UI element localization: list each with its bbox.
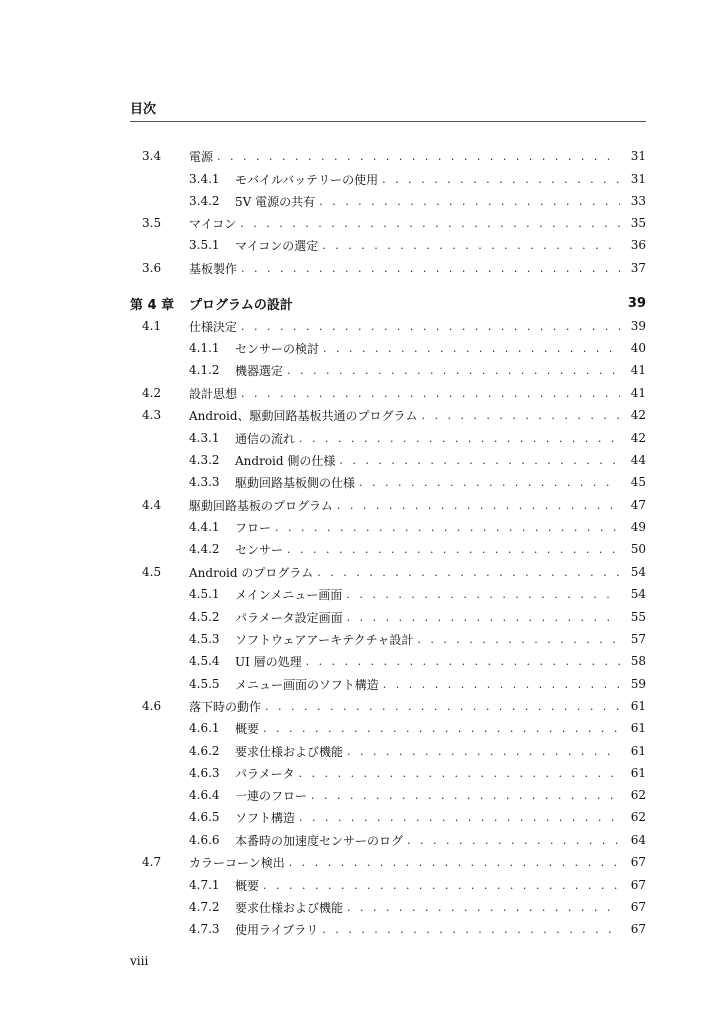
toc-entry-number: 4.6.5	[189, 810, 220, 824]
dot-leader	[337, 499, 620, 512]
toc-entry-number: 4.1.2	[189, 363, 220, 377]
toc-entry-title: パラメータ設定画面	[235, 610, 343, 625]
dot-leader	[382, 173, 620, 186]
toc-entry-page: 41	[630, 363, 646, 377]
toc-entry-title: マイコンの選定	[235, 238, 319, 253]
toc-entry-title: UI 層の処理	[235, 654, 302, 669]
toc-entry[interactable]	[130, 763, 646, 783]
toc-entry[interactable]	[130, 897, 646, 917]
toc-entry[interactable]	[130, 539, 646, 559]
dot-leader	[347, 745, 620, 758]
dot-leader	[322, 239, 620, 252]
toc-entry-title: フロー	[235, 520, 272, 535]
toc-entry-title: プログラムの設計	[189, 297, 293, 313]
dot-leader	[263, 879, 620, 892]
toc-entry-page: 35	[630, 216, 646, 230]
toc-entry-title: センサー	[235, 542, 284, 557]
toc-entry-number: 4.5	[142, 565, 162, 579]
dot-leader	[241, 262, 620, 275]
toc-entry[interactable]	[130, 450, 646, 470]
toc-entry-page: 64	[630, 833, 646, 847]
toc-entry[interactable]	[130, 146, 646, 166]
dot-leader	[265, 700, 620, 713]
toc-entry[interactable]	[130, 383, 646, 403]
toc-entry-page: 67	[630, 855, 646, 869]
toc-entry-title: 電源	[189, 149, 214, 164]
toc-entry[interactable]	[130, 875, 646, 895]
toc-entry-title: 仕様決定	[189, 319, 238, 334]
toc-entry-number: 4.7	[142, 855, 162, 869]
toc-entry-title: Android 側の仕様	[235, 453, 336, 468]
toc-entry-number: 4.6.6	[189, 833, 220, 847]
toc-entry[interactable]	[130, 316, 646, 336]
toc-entry-title: ソフトウェアアーキテクチャ設計	[235, 632, 414, 647]
toc-entry-page: 61	[630, 699, 646, 713]
toc-entry-number: 4.1	[142, 319, 162, 333]
toc-entry-number: 3.4.2	[189, 194, 220, 208]
dot-leader	[323, 342, 620, 355]
dot-leader	[299, 767, 620, 780]
toc-entry-title: 基板製作	[189, 261, 238, 276]
toc-entry-number: 3.4.1	[189, 172, 220, 186]
toc-entry-title: 概要	[235, 721, 260, 736]
dot-leader	[217, 150, 620, 163]
dot-leader	[311, 789, 620, 802]
dot-leader	[263, 722, 620, 735]
dot-leader	[421, 409, 620, 422]
toc-entry[interactable]	[130, 235, 646, 255]
toc-entry-title: 使用ライブラリ	[235, 922, 319, 937]
toc-entry-number: 3.4	[142, 149, 162, 163]
page-number: viii	[130, 954, 149, 968]
toc-entry-page: 58	[630, 654, 646, 668]
toc-entry-title: 駆動回路基板側の仕様	[235, 475, 356, 490]
dot-leader	[346, 588, 620, 601]
toc-entry-page: 57	[630, 632, 646, 646]
toc-entry[interactable]	[130, 807, 646, 827]
toc-entry-page: 61	[630, 744, 646, 758]
toc-entry[interactable]	[130, 696, 646, 716]
toc-entry-number: 4.7.1	[189, 878, 220, 892]
toc-entry[interactable]	[130, 258, 646, 278]
toc-chapter-entry[interactable]	[130, 293, 646, 313]
toc-entry-number: 3.5.1	[189, 238, 220, 252]
toc-entry-page: 54	[630, 565, 646, 579]
toc-entry-number: 4.6	[142, 699, 162, 713]
toc-entry-title: モバイルバッテリーの使用	[235, 172, 379, 187]
toc-entry[interactable]	[130, 830, 646, 850]
toc-entry-number: 4.1.1	[189, 341, 220, 355]
toc-entry[interactable]	[130, 517, 646, 537]
toc-entry-page: 49	[630, 520, 646, 534]
toc-entry-title: 機器選定	[235, 363, 284, 378]
dot-leader	[317, 566, 620, 579]
toc-entry-number: 3.5	[142, 216, 162, 230]
toc-entry-title: 設計思想	[189, 386, 238, 401]
dot-leader	[417, 633, 620, 646]
dot-leader	[275, 521, 620, 534]
toc-entry-page: 39	[627, 295, 646, 311]
dot-leader	[347, 611, 620, 624]
toc-entry-number: 4.4	[142, 498, 162, 512]
toc-entry[interactable]	[130, 562, 646, 582]
toc-entry-page: 41	[630, 386, 646, 400]
toc-entry-title: 落下時の動作	[189, 699, 262, 714]
dot-leader	[339, 454, 620, 467]
dot-leader	[240, 217, 620, 230]
toc-entry[interactable]	[130, 338, 646, 358]
toc-entry-page: 59	[630, 677, 646, 691]
toc-entry-number: 4.6.3	[189, 766, 220, 780]
toc-entry-number: 4.4.1	[189, 520, 220, 534]
toc-entry-title: 本番時の加速度センサーのログ	[235, 833, 404, 848]
toc-entry[interactable]	[130, 785, 646, 805]
toc-entry[interactable]	[130, 629, 646, 649]
toc-entry[interactable]	[130, 584, 646, 604]
dot-leader	[241, 320, 620, 333]
toc-entry-number: 4.5.2	[189, 610, 220, 624]
toc-entry-page: 67	[630, 878, 646, 892]
toc-entry-title: 要求仕様および機能	[235, 744, 344, 759]
toc-entry-number: 4.7.2	[189, 900, 220, 914]
toc-entry-number: 4.4.2	[189, 542, 220, 556]
toc-entry[interactable]	[130, 741, 646, 761]
toc-entry-number: 4.3.3	[189, 475, 220, 489]
toc-entry-title: 通信の流れ	[235, 431, 296, 446]
toc-entry-page: 67	[630, 922, 646, 936]
toc-entry-number: 3.6	[142, 261, 162, 275]
toc-entry-number: 4.3	[142, 408, 162, 422]
toc-entry-page: 39	[630, 319, 646, 333]
toc-entry[interactable]	[130, 651, 646, 671]
toc-entry-title: マイコン	[189, 216, 237, 231]
dot-leader	[289, 856, 620, 869]
toc-entry-title: Android、駆動回路基板共通のプログラム	[189, 408, 418, 423]
dot-leader	[319, 195, 620, 208]
toc-entry[interactable]	[130, 169, 646, 189]
toc-entry[interactable]	[130, 191, 646, 211]
toc-entry[interactable]	[130, 405, 646, 425]
toc-entry-number: 4.3.1	[189, 431, 220, 445]
toc-entry-page: 31	[630, 149, 646, 163]
toc-entry-number: 4.2	[142, 386, 162, 400]
toc-entry-page: 37	[630, 261, 646, 275]
dot-leader	[306, 655, 620, 668]
toc-entry-number: 第 4 章	[130, 297, 175, 313]
toc-entry-page: 62	[630, 788, 646, 802]
dot-leader	[287, 364, 620, 377]
toc-entry[interactable]	[130, 718, 646, 738]
toc-entry-number: 4.5.1	[189, 587, 220, 601]
toc-entry[interactable]	[130, 607, 646, 627]
toc-entry-page: 55	[630, 610, 646, 624]
toc-entry[interactable]	[130, 213, 646, 233]
toc-entry-page: 61	[630, 721, 646, 735]
toc-entry-title: カラーコーン検出	[189, 855, 285, 870]
toc-entry[interactable]	[130, 919, 646, 939]
toc-entry-number: 4.3.2	[189, 453, 220, 467]
toc-entry-title: センサーの検討	[235, 341, 320, 356]
toc-entry-page: 45	[630, 475, 646, 489]
toc-entry-page: 31	[630, 172, 646, 186]
dot-leader	[322, 923, 620, 936]
toc-entry-number: 4.5.3	[189, 632, 220, 646]
toc-entry[interactable]	[130, 674, 646, 694]
toc-entry-page: 36	[630, 238, 646, 252]
dot-leader	[241, 387, 620, 400]
toc-entry-title: メインメニュー画面	[235, 587, 343, 602]
toc-entry-number: 4.5.5	[189, 677, 220, 691]
toc-entry-number: 4.6.1	[189, 721, 220, 735]
toc-entry-title: 5V 電源の共有	[235, 194, 316, 209]
toc-entry-page: 44	[630, 453, 646, 467]
toc-entry-title: 駆動回路基板のプログラム	[189, 498, 333, 513]
toc-entry-number: 4.6.2	[189, 744, 220, 758]
dot-leader	[407, 834, 620, 847]
dot-leader	[347, 901, 620, 914]
toc-entry[interactable]	[130, 360, 646, 380]
toc-entry-page: 47	[630, 498, 646, 512]
toc-entry-page: 67	[630, 900, 646, 914]
toc-entry-title: パラメータ	[235, 766, 295, 781]
toc-entry[interactable]	[130, 472, 646, 492]
toc-entry-title: メニュー画面のソフト構造	[235, 677, 379, 692]
dot-leader	[299, 811, 620, 824]
toc-entry-title: 一連のフロー	[235, 788, 308, 803]
toc-entry-page: 62	[630, 810, 646, 824]
toc-entry-number: 4.7.3	[189, 922, 220, 936]
toc-entry-page: 42	[630, 408, 646, 422]
toc-entry-page: 33	[630, 194, 646, 208]
toc-entry-title: 概要	[235, 878, 260, 893]
toc-entry-page: 61	[630, 766, 646, 780]
toc-entry[interactable]	[130, 495, 646, 515]
toc-entry-page: 50	[630, 542, 646, 556]
toc-entry[interactable]	[130, 852, 646, 872]
dot-leader	[299, 432, 620, 445]
toc-entry-page: 54	[630, 587, 646, 601]
toc-entry-title: Android のプログラム	[189, 565, 314, 580]
toc-entry-page: 42	[630, 431, 646, 445]
toc-entry-number: 4.5.4	[189, 654, 220, 668]
toc-entry-number: 4.6.4	[189, 788, 220, 802]
toc-entry[interactable]	[130, 428, 646, 448]
dot-leader	[287, 543, 620, 556]
toc-entry-title: ソフト構造	[235, 810, 296, 825]
running-header: 目次	[130, 101, 646, 122]
toc-entry-title: 要求仕様および機能	[235, 900, 344, 915]
dot-leader	[359, 476, 620, 489]
toc-entry-page: 40	[630, 341, 646, 355]
dot-leader	[383, 678, 620, 691]
